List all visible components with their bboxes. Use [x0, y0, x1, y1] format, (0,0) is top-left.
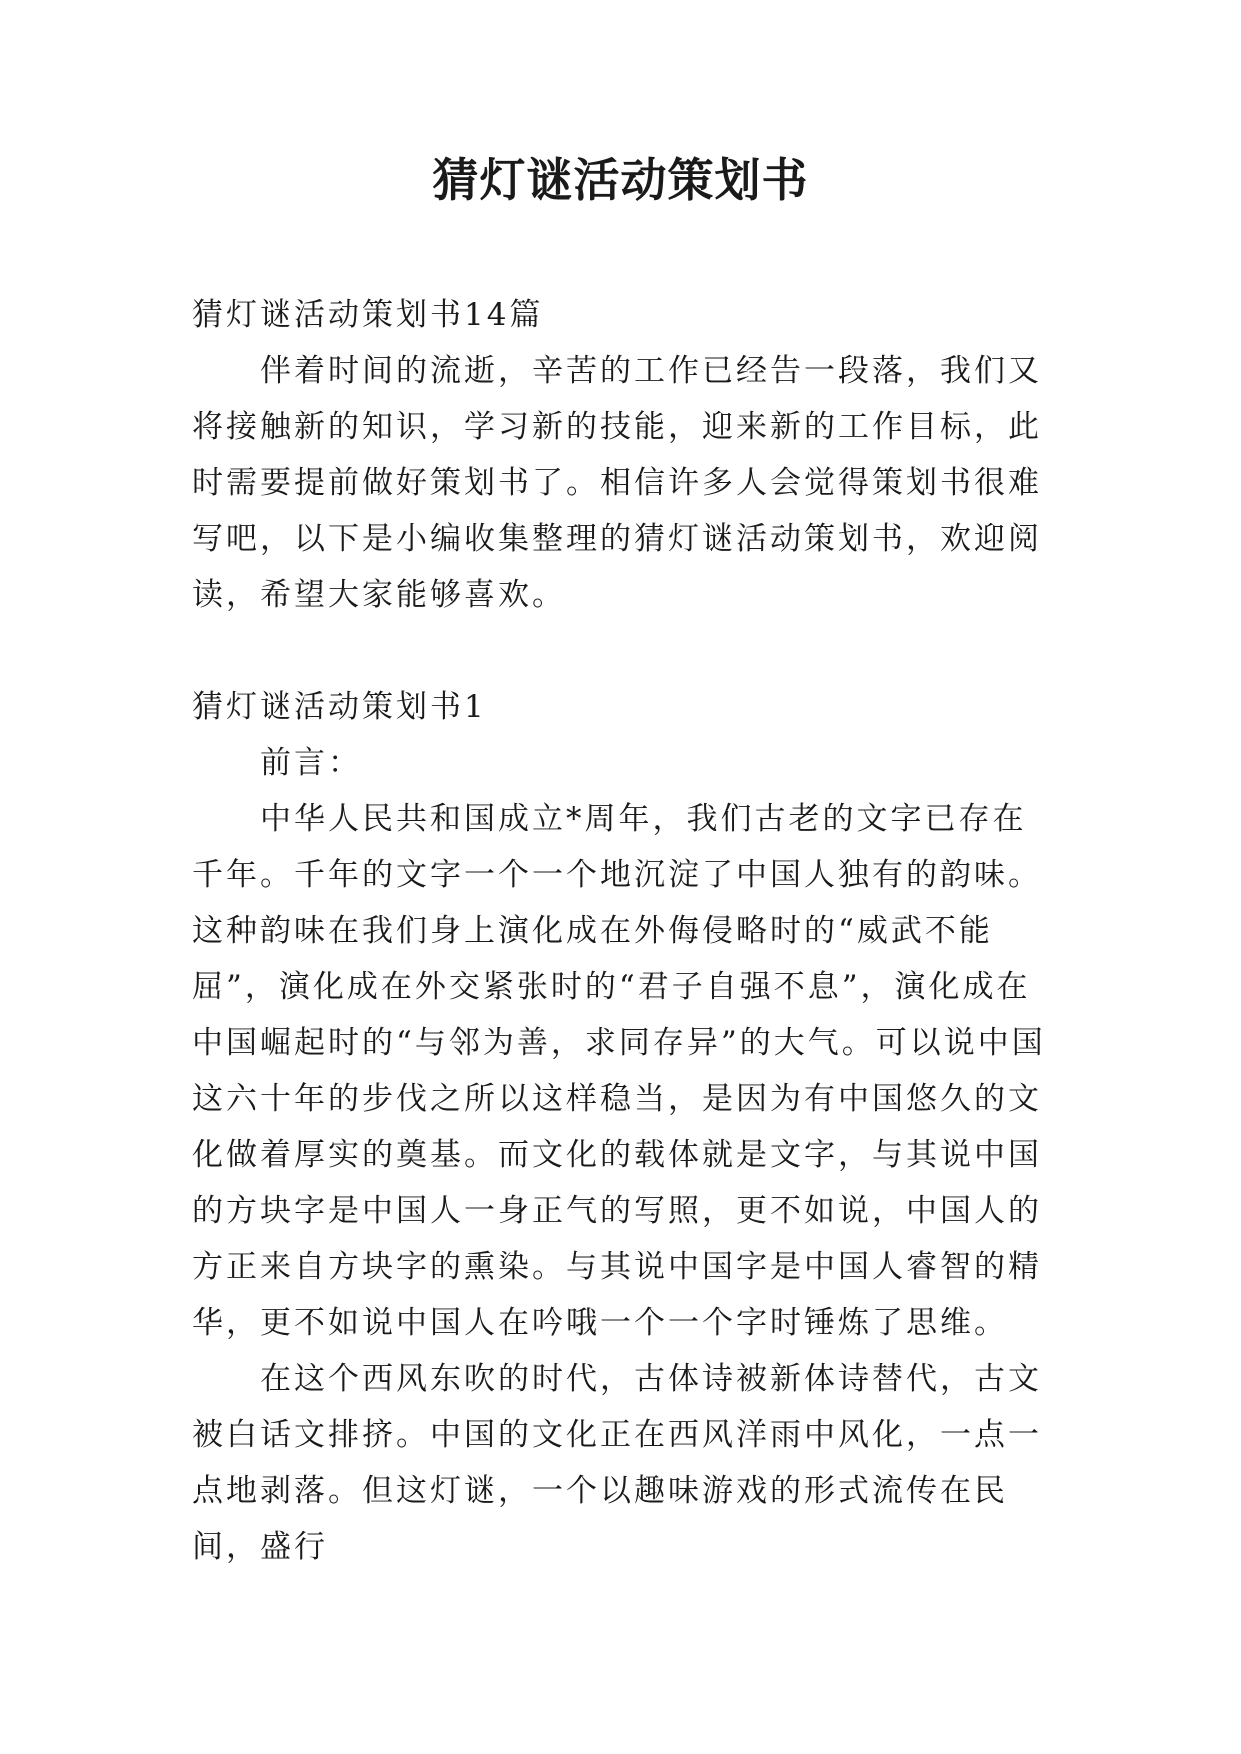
document-subtitle: 猜灯谜活动策划书14篇 [192, 297, 544, 333]
intro-paragraph: 伴着时间的流逝，辛苦的工作已经告一段落，我们又将接触新的知识，学习新的技能，迎来新的工作目标，此时需要提前做好策划书了。相信许多人会觉得策划书很难写吧，以下是小编收集整理的猜灯谜活动策划书，欢迎阅读，希望大家能够喜欢。 [192, 353, 1042, 613]
document-title: 猜灯谜活动策划书 [432, 153, 809, 207]
body-paragraph-2: 在这个西风东吹的时代，古体诗被新体诗替代，古文被白话文排挤。中国的文化正在西风洋雨中风化，一点一点地剥落。但这灯谜，一个以趣味游戏的形式流传在民间，盛行 [192, 1361, 1042, 1565]
section-heading: 猜灯谜活动策划书1 [192, 689, 487, 725]
body-paragraph-1: 中华人民共和国成立*周年，我们古老的文字已存在千年。千年的文字一个一个地沉淀了中国人独有的韵味。这种韵味在我们身上演化成在外侮侵略时的“威武不能屈”，演化成在外交紧张时的“君子自强不息”，演化成在中国崛起时的“与邻为善，求同存异”的大气。可以说中国这六十年的步伐之所以这样稳当，是因为有中国悠久的文化做着厚实的奠基。而文化的载体就是文字，与其说中国的方块字是中国人一身正气的写照，更不如说，中国人的方正来自方块字的熏染。与其说中国字是中国人睿智的精华，更不如说中国人在吟哦一个一个字时锤炼了思维。 [192, 801, 1046, 1341]
document-body [192, 287, 1060, 1575]
preface-label: 前言： [260, 745, 362, 781]
section-spacer [192, 623, 1060, 679]
